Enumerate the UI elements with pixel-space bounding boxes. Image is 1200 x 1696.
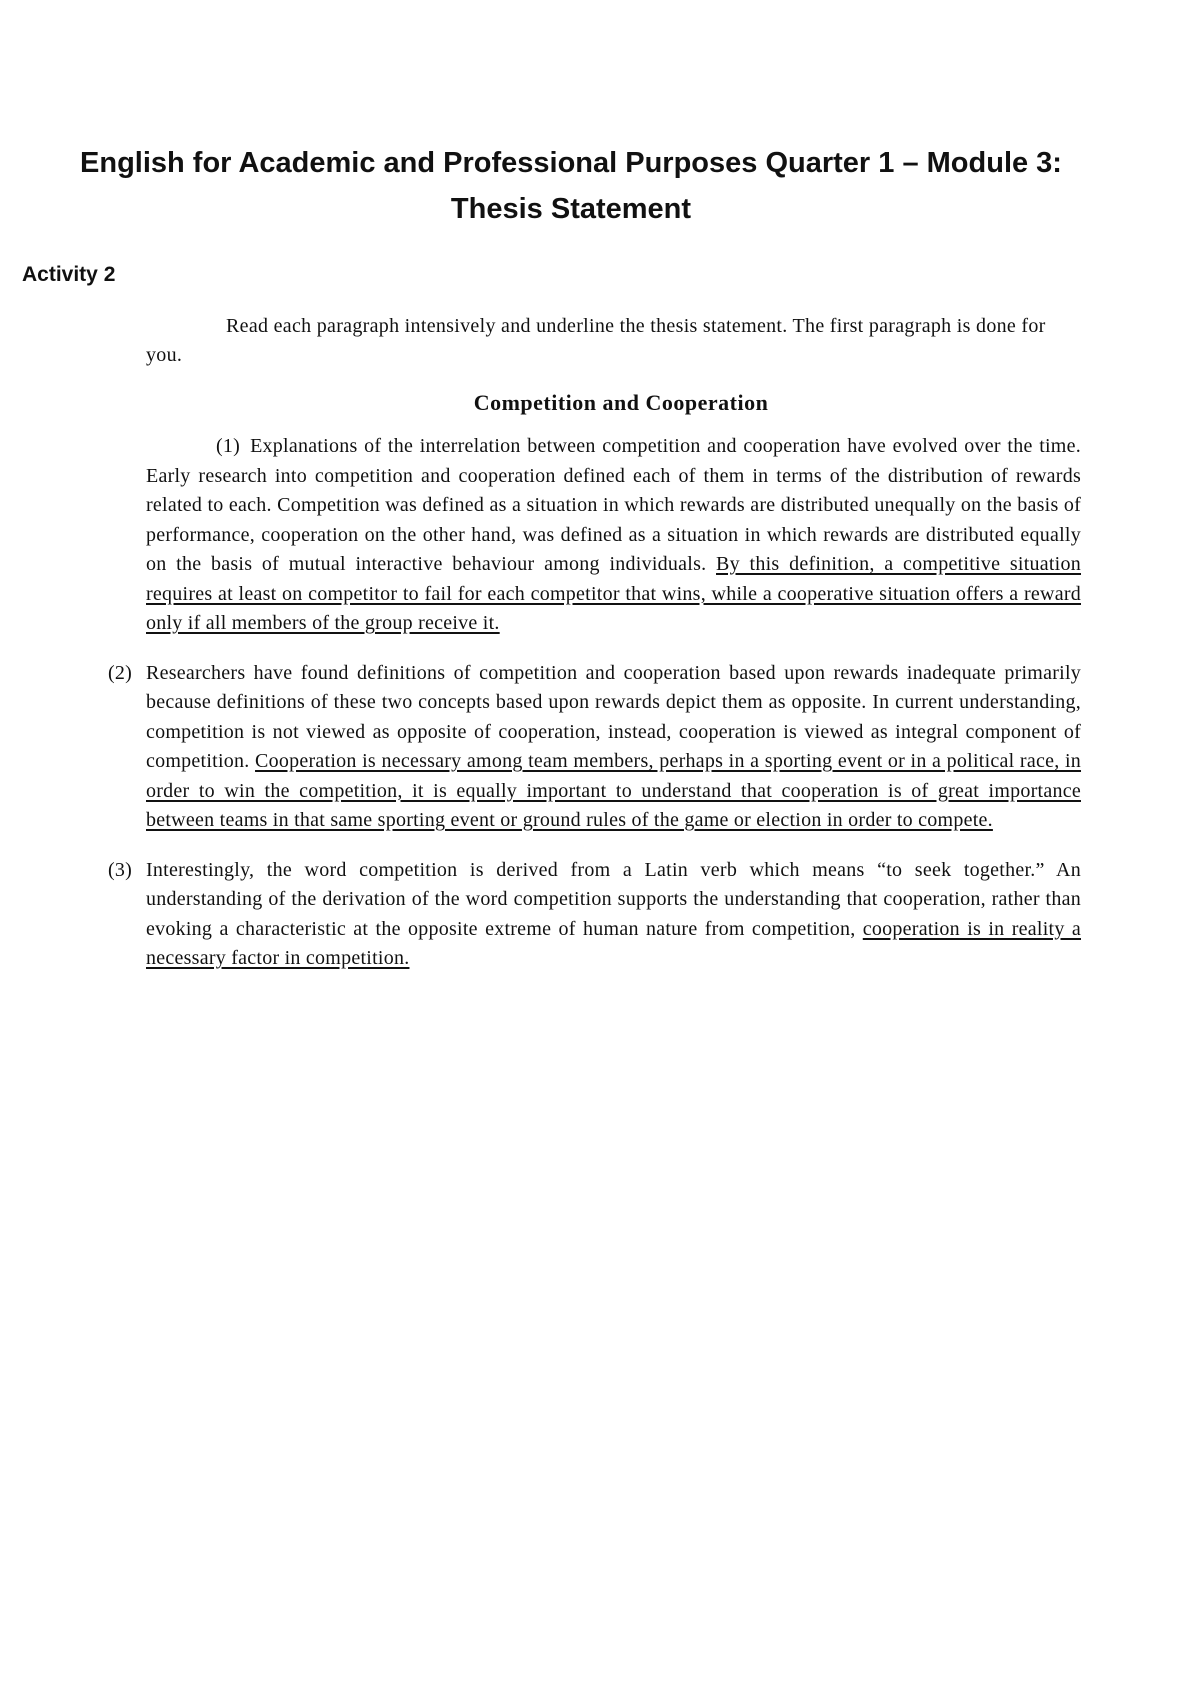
thesis-statement-underlined: Cooperation is necessary among team members, perhaps in a sporting event or in a political race, in order to win the competition, it is equally important to understand that cooperation is of great importance between teams in that same sporting event or ground rules of the game or election in order to compete. [146, 750, 1082, 831]
activity-heading: Activity 2 [22, 263, 116, 286]
paragraph-3 [108, 856, 1081, 974]
thesis-statement-underlined: By this definition, a competitive situation requires at least on competitor to fail for each competitor that wins, while a cooperative situation offers a reward only if all members of the group receive it. [146, 553, 1081, 634]
paragraph-number: (3) [108, 858, 133, 881]
passage-title: Competition and Cooperation [473, 390, 769, 415]
paragraph-2 [108, 659, 1082, 836]
paragraph-number: (2) [108, 661, 133, 684]
paragraph-body: Explanations of the interrelation between competition and cooperation have evolved over the time. Early research into competition and cooperation defined each of them in terms of the distribution of rewards related to each. Competition was defined as a situation in which rewards are distributed unequally on the basis of performance, cooperation on the other hand, was defined as a situation in which rewards are distributed equally on the basis of mutual interactive behaviour among individuals. [146, 435, 1081, 575]
paragraph-body: Researchers have found definitions of competition and cooperation based upon rewards inadequate primarily because definitions of these two concepts based upon rewards depict them as opposite. In current understanding, competition is not viewed as opposite of cooperation, instead, cooperation is viewed as integral component of competition. [146, 661, 1081, 772]
thesis-statement-underlined: cooperation is in reality a necessary factor in competition. [146, 917, 1081, 969]
paragraph-1 [146, 432, 1081, 639]
instructions-text: Read each paragraph intensively and underline the thesis statement. The first paragraph is done for you. [146, 315, 1046, 366]
paragraph-body: Interestingly, the word competition is derived from a Latin verb which means “to seek together.” An understanding of the derivation of the word competition supports the understanding that cooperation, rather than evoking a characteristic at the opposite extreme of human nature from competition, [146, 858, 1081, 940]
document-title: English for Academic and Professional Purposes Quarter 1 – Module 3: Thesis Statement [80, 147, 1062, 225]
paragraph-number: (1) [216, 435, 241, 457]
